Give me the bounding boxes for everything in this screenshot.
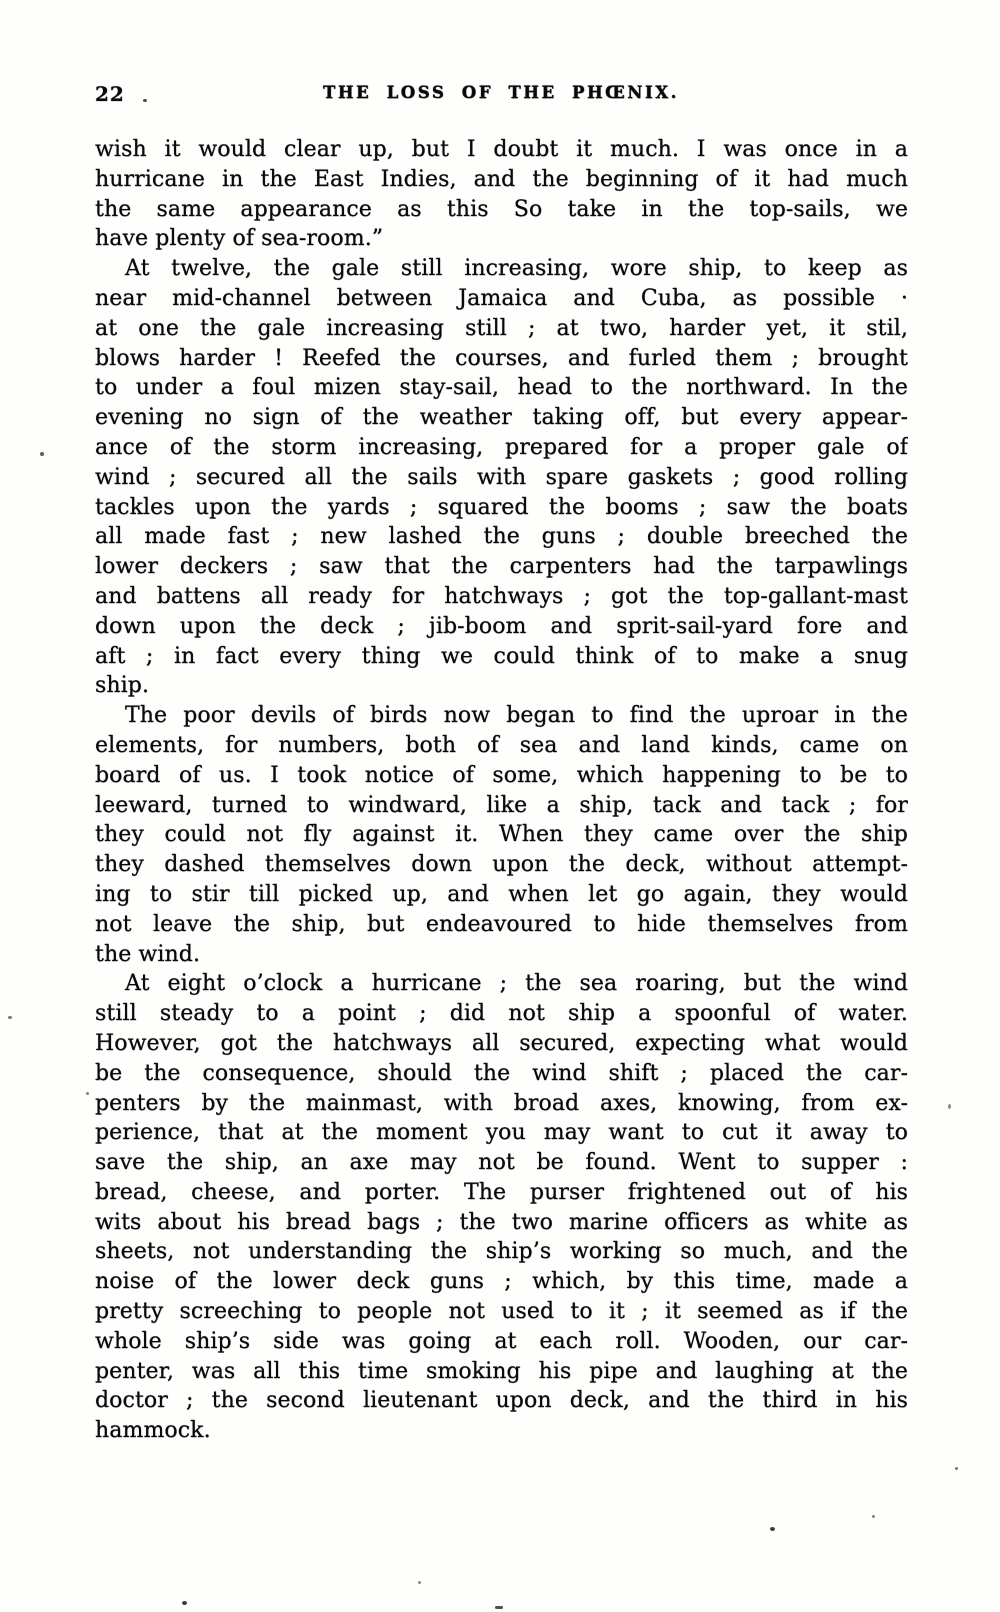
text-line: However, got the hatchways all secured, expecting what would [95, 1030, 908, 1056]
scan-speck [182, 1601, 187, 1605]
text-line: have plenty of sea-room.” [95, 226, 384, 252]
text-line: tackles upon the yards ; squared the booms ; saw the boats [95, 494, 908, 520]
text-line: at one the gale increasing still ; at two, harder yet, it stil, [95, 315, 908, 341]
text-line: hammock. [95, 1418, 211, 1444]
text-line: ing to stir till picked up, and when let go again, they would [95, 881, 908, 907]
text-line: ship. [95, 673, 150, 699]
text-line: still steady to a point ; did not ship a spoonful of water. [95, 1001, 908, 1027]
text-line: save the ship, an axe may not be found. Went to supper : [95, 1150, 908, 1176]
text-line: pretty screeching to people not used to it ; it seemed as if the [95, 1299, 908, 1325]
paragraph-2 [95, 254, 908, 701]
text-line: they could not fly against it. When they came over the ship [95, 822, 908, 848]
text-line: the same appearance as this So take in the top-sails, we [95, 196, 908, 222]
text-line: At twelve, the gale still increasing, wore ship, to keep as [125, 256, 908, 282]
text-line: to under a foul mizen stay-sail, head to the northward. In the [95, 375, 908, 401]
text-line: board of us. I took notice of some, which happening to be to [95, 762, 908, 788]
scan-speck [872, 1515, 875, 1518]
scan-speck [8, 1016, 12, 1019]
text-line: ance of the storm increasing, prepared for a proper gale of [95, 434, 908, 460]
text-line: penters by the mainmast, with broad axes, knowing, from ex- [95, 1090, 908, 1116]
scan-speck [955, 1467, 958, 1470]
text-line: wind ; secured all the sails with spare gaskets ; good rolling [95, 464, 908, 490]
text-line: all made fast ; new lashed the guns ; double breeched the [95, 524, 908, 550]
text-line: At eight o’clock a hurricane ; the sea roaring, but the wind [125, 971, 908, 997]
text-line: whole ship’s side was going at each roll. Wooden, our car- [95, 1328, 908, 1354]
text-line: evening no sign of the weather taking off, but every appear- [95, 405, 908, 431]
text-line: and battens all ready for hatchways ; got the top-gallant-mast [95, 583, 908, 609]
text-line: elements, for numbers, both of sea and land kinds, came on [95, 732, 908, 758]
page-body-text [95, 135, 908, 1446]
scan-speck [143, 99, 147, 102]
paragraph-3 [95, 701, 908, 969]
scan-speck [86, 1092, 89, 1095]
text-line: be the consequence, should the wind shift ; placed the car- [95, 1060, 908, 1086]
scan-speck [948, 1104, 951, 1109]
text-line: near mid-channel between Jamaica and Cuba, as possible · [95, 285, 908, 311]
running-header [95, 82, 907, 108]
text-line: doctor ; the second lieutenant upon deck, and the third in his [95, 1388, 908, 1414]
paragraph-4 [95, 969, 908, 1446]
running-title: THE LOSS OF THE PHŒNIX. [322, 83, 679, 102]
text-line: wish it would clear up, but I doubt it much. I was once in a [95, 137, 908, 162]
text-line: lower deckers ; saw that the carpenters had the tarpawlings [95, 554, 908, 580]
page-number: 22 [95, 82, 125, 106]
text-line: perience, that at the moment you may want to cut it away to [95, 1120, 908, 1146]
text-line: blows harder ! Reefed the courses, and furled them ; brought [95, 345, 908, 371]
text-line: noise of the lower deck guns ; which, by this time, made a [95, 1269, 908, 1295]
scan-speck [418, 1581, 421, 1584]
text-line: down upon the deck ; jib-boom and sprit-sail-yard fore and [95, 613, 908, 639]
text-line: the wind. [95, 941, 201, 967]
text-line: hurricane in the East Indies, and the beginning of it had much [95, 166, 908, 192]
scan-speck [40, 452, 44, 456]
scan-speck [495, 1606, 503, 1609]
text-line: not leave the ship, but endeavoured to hide themselves from [95, 911, 908, 937]
text-line: leeward, turned to windward, like a ship, tack and tack ; for [95, 792, 908, 818]
text-line: bread, cheese, and porter. The purser frightened out of his [95, 1179, 908, 1205]
scan-speck [770, 1527, 775, 1531]
text-line: penter, was all this time smoking his pipe and laughing at the [95, 1358, 908, 1384]
paragraph-1 [95, 135, 908, 254]
text-line: they dashed themselves down upon the deck, without attempt- [95, 852, 908, 878]
text-line: aft ; in fact every thing we could think of to make a snug [95, 643, 908, 669]
text-line: wits about his bread bags ; the two marine officers as white as [95, 1209, 908, 1235]
text-line: The poor devils of birds now began to find the uproar in the [125, 703, 908, 729]
text-line: sheets, not understanding the ship’s working so much, and the [95, 1239, 908, 1265]
